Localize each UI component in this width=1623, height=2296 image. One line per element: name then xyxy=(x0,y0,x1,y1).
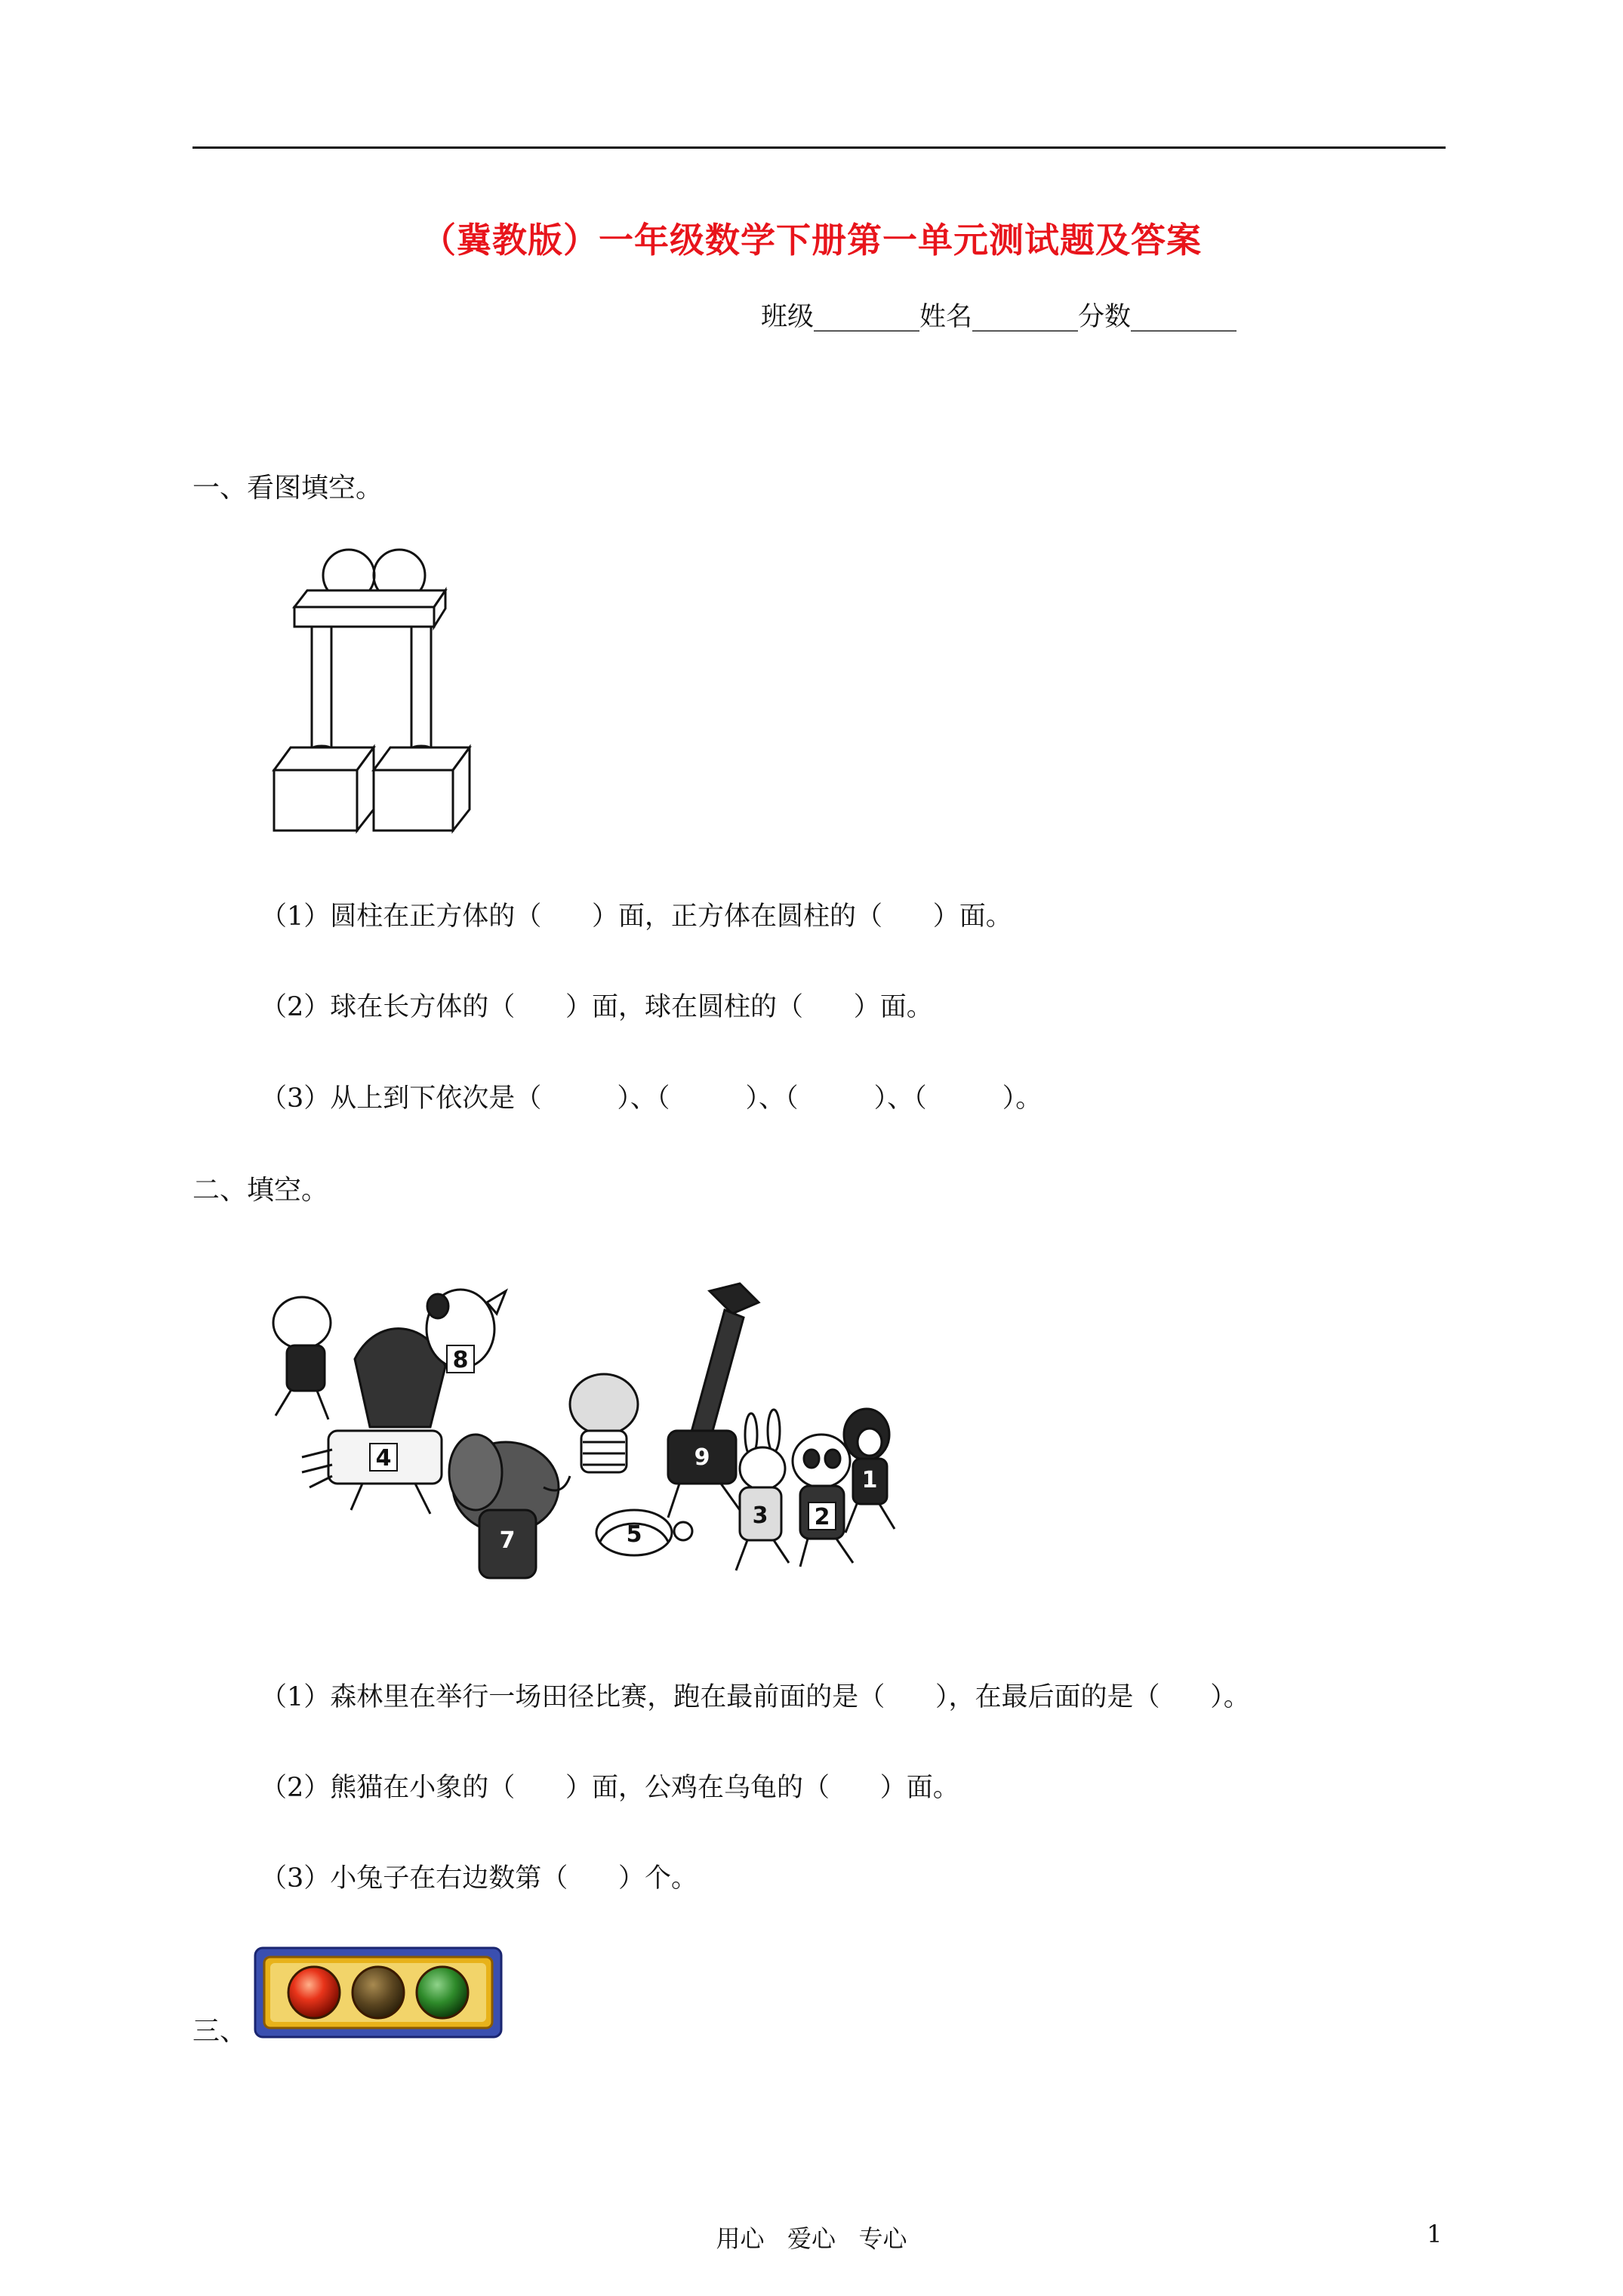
elephant-figure xyxy=(449,1435,570,1578)
pig-figure xyxy=(570,1374,638,1472)
dog-figure xyxy=(273,1297,331,1419)
bib-number-3: 3 xyxy=(752,1502,768,1529)
panda-figure xyxy=(793,1435,853,1567)
document-title: （冀教版）一年级数学下册第一单元测试题及答案 xyxy=(421,220,1202,260)
section-3-heading: 三、 xyxy=(192,2016,248,2047)
page-footer: 用心 爱心 专心 xyxy=(716,2224,907,2253)
blocks-stack-figure xyxy=(268,544,472,838)
bib-number-9: 9 xyxy=(694,1444,710,1471)
section-2-question-1: （1）森林里在举行一场田径比赛，跑在最前面的是（ ），在最后面的是（ ）。 xyxy=(260,1682,1250,1712)
section-1-question-1: （1）圆柱在正方体的（ ）面，正方体在圆柱的（ ）面。 xyxy=(260,901,1012,932)
header-rule xyxy=(192,146,1446,149)
bib-number-4: 4 xyxy=(375,1445,392,1472)
animal-race-figure xyxy=(257,1261,906,1616)
green-light xyxy=(417,1967,468,2018)
section-1-question-2: （2）球在长方体的（ ）面，球在圆柱的（ ）面。 xyxy=(260,992,933,1022)
page-number: 1 xyxy=(1427,2220,1443,2248)
turtle-figure xyxy=(596,1510,692,1555)
red-light xyxy=(288,1967,340,2018)
section-2-question-2: （2）熊猫在小象的（ ）面，公鸡在乌龟的（ ）面。 xyxy=(260,1773,959,1803)
rabbit-figure xyxy=(736,1410,789,1570)
section-1-question-3: （3）从上到下依次是（ ）、（ ）、（ ）、（ ）。 xyxy=(260,1083,1042,1114)
bib-number-8: 8 xyxy=(452,1347,469,1373)
section-1-heading: 一、看图填空。 xyxy=(192,473,383,504)
bib-number-5: 5 xyxy=(626,1521,642,1548)
traffic-light-figure xyxy=(254,1946,503,2039)
bib-number-2: 2 xyxy=(814,1504,830,1530)
section-2-heading: 二、填空。 xyxy=(192,1175,329,1206)
amber-light xyxy=(353,1967,404,2018)
student-info-line: 班级________姓名________分数________ xyxy=(761,302,1237,332)
bib-number-1: 1 xyxy=(861,1467,878,1493)
bib-number-7: 7 xyxy=(499,1527,516,1554)
section-2-question-3: （3）小兔子在右边数第（ ）个。 xyxy=(260,1863,698,1894)
